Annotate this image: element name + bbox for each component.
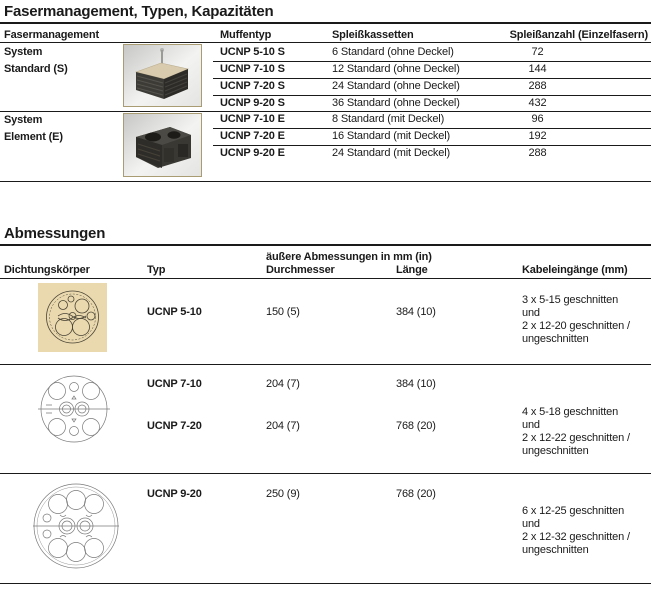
divider xyxy=(0,364,651,365)
kabel-line: und xyxy=(522,518,540,530)
cell-typ: UCNP 9-20 xyxy=(147,488,202,500)
cell-durchmesser: 204 (7) xyxy=(266,378,300,390)
cell-muffentyp: UCNP 7-10 E xyxy=(220,113,285,125)
cell-laenge: 384 (10) xyxy=(396,306,436,318)
kabel-line: ungeschnitten xyxy=(522,445,589,457)
cell-muffentyp: UCNP 9-20 E xyxy=(220,147,285,159)
divider xyxy=(213,95,651,96)
cell-durchmesser: 150 (5) xyxy=(266,306,300,318)
cell-muffentyp: UCNP 5-10 S xyxy=(220,46,285,58)
col-header-spleissanzahl: Spleißanzahl (Einzelfasern) xyxy=(509,29,648,41)
cell-kassetten: 12 Standard (ohne Deckel) xyxy=(332,63,460,75)
col-header-durchmesser: Durchmesser xyxy=(266,264,335,276)
cell-kassetten: 36 Standard (ohne Deckel) xyxy=(332,97,460,109)
kabel-line: 2 x 12-22 geschnitten / xyxy=(522,432,630,444)
cell-anzahl: 144 xyxy=(528,63,547,75)
section2-title: Abmessungen xyxy=(4,225,106,242)
seal-body-drawing-7 xyxy=(38,372,110,446)
col-header-muffentyp: Muffentyp xyxy=(220,29,272,41)
divider xyxy=(213,145,651,146)
col-header-laenge: Länge xyxy=(396,264,428,276)
col-header-dichtungskoerper: Dichtungskörper xyxy=(4,264,90,276)
cell-typ: UCNP 7-10 xyxy=(147,378,202,390)
divider xyxy=(213,61,651,62)
cell-anzahl: 288 xyxy=(528,147,547,159)
cell-kabeleingaenge xyxy=(522,505,630,557)
divider xyxy=(213,128,651,129)
divider xyxy=(0,181,651,182)
cell-anzahl: 96 xyxy=(531,113,544,125)
kabel-line: 4 x 5-18 geschnitten xyxy=(522,406,619,418)
kabel-line: 2 x 12-32 geschnitten / xyxy=(522,531,630,543)
divider xyxy=(0,473,651,474)
divider xyxy=(213,78,651,79)
divider xyxy=(0,42,651,43)
cell-kabeleingaenge xyxy=(522,406,630,458)
col-header-kabeleingaenge: Kabeleingänge (mm) xyxy=(522,264,628,276)
seal-body-9-schematic xyxy=(33,479,119,574)
cell-anzahl: 432 xyxy=(528,97,547,109)
kabel-line: 2 x 12-20 geschnitten / xyxy=(522,320,630,332)
cassette-stack-illustration xyxy=(124,45,201,106)
divider xyxy=(0,111,651,112)
element-module-photo xyxy=(123,113,202,177)
cell-kassetten: 24 Standard (ohne Deckel) xyxy=(332,80,460,92)
element-module-illustration xyxy=(124,114,201,176)
divider xyxy=(0,244,651,246)
cell-durchmesser: 204 (7) xyxy=(266,420,300,432)
cassette-stack-photo xyxy=(123,44,202,107)
seal-body-5-10-schematic xyxy=(38,283,107,352)
seal-body-7-schematic xyxy=(38,372,110,446)
cell-muffentyp: UCNP 7-10 S xyxy=(220,63,285,75)
divider xyxy=(0,22,651,24)
cell-muffentyp: UCNP 7-20 E xyxy=(220,130,285,142)
cell-kassetten: 24 Standard (mit Deckel) xyxy=(332,147,451,159)
col-header-typ: Typ xyxy=(147,264,166,276)
group-label-element: Element (E) xyxy=(4,131,63,143)
cell-anzahl: 192 xyxy=(528,130,547,142)
seal-body-drawing-5-10 xyxy=(38,283,107,352)
cell-kassetten: 8 Standard (mit Deckel) xyxy=(332,113,445,125)
section1-title: Fasermanagement, Typen, Kapazitäten xyxy=(4,3,274,20)
seal-body-drawing-9 xyxy=(33,479,119,574)
divider xyxy=(0,278,651,279)
kabel-line: 3 x 5-15 geschnitten xyxy=(522,294,619,306)
cell-kabeleingaenge xyxy=(522,294,630,346)
cell-anzahl: 72 xyxy=(531,46,544,58)
group-label-system: System xyxy=(4,46,43,58)
cell-laenge: 768 (20) xyxy=(396,488,436,500)
cell-durchmesser: 250 (9) xyxy=(266,488,300,500)
cell-kassetten: 16 Standard (mit Deckel) xyxy=(332,130,451,142)
divider xyxy=(0,583,651,584)
kabel-line: ungeschnitten xyxy=(522,333,589,345)
col-header-fasermanagement: Fasermanagement xyxy=(4,29,99,41)
group-label-standard: Standard (S) xyxy=(4,63,68,75)
cell-laenge: 768 (20) xyxy=(396,420,436,432)
kabel-line: und xyxy=(522,307,540,319)
cell-muffentyp: UCNP 9-20 S xyxy=(220,97,285,109)
kabel-line: ungeschnitten xyxy=(522,544,589,556)
cell-laenge: 384 (10) xyxy=(396,378,436,390)
cell-anzahl: 288 xyxy=(528,80,547,92)
group-label-system: System xyxy=(4,114,43,126)
cell-typ: UCNP 7-20 xyxy=(147,420,202,432)
kabel-line: 6 x 12-25 geschnitten xyxy=(522,505,625,517)
kabel-line: und xyxy=(522,419,540,431)
cell-typ: UCNP 5-10 xyxy=(147,306,202,318)
cell-muffentyp: UCNP 7-20 S xyxy=(220,80,285,92)
col-header-abmessungen-group: äußere Abmessungen in mm (in) xyxy=(266,251,432,263)
cell-kassetten: 6 Standard (ohne Deckel) xyxy=(332,46,454,58)
col-header-spleisskassetten: Spleißkassetten xyxy=(332,29,414,41)
